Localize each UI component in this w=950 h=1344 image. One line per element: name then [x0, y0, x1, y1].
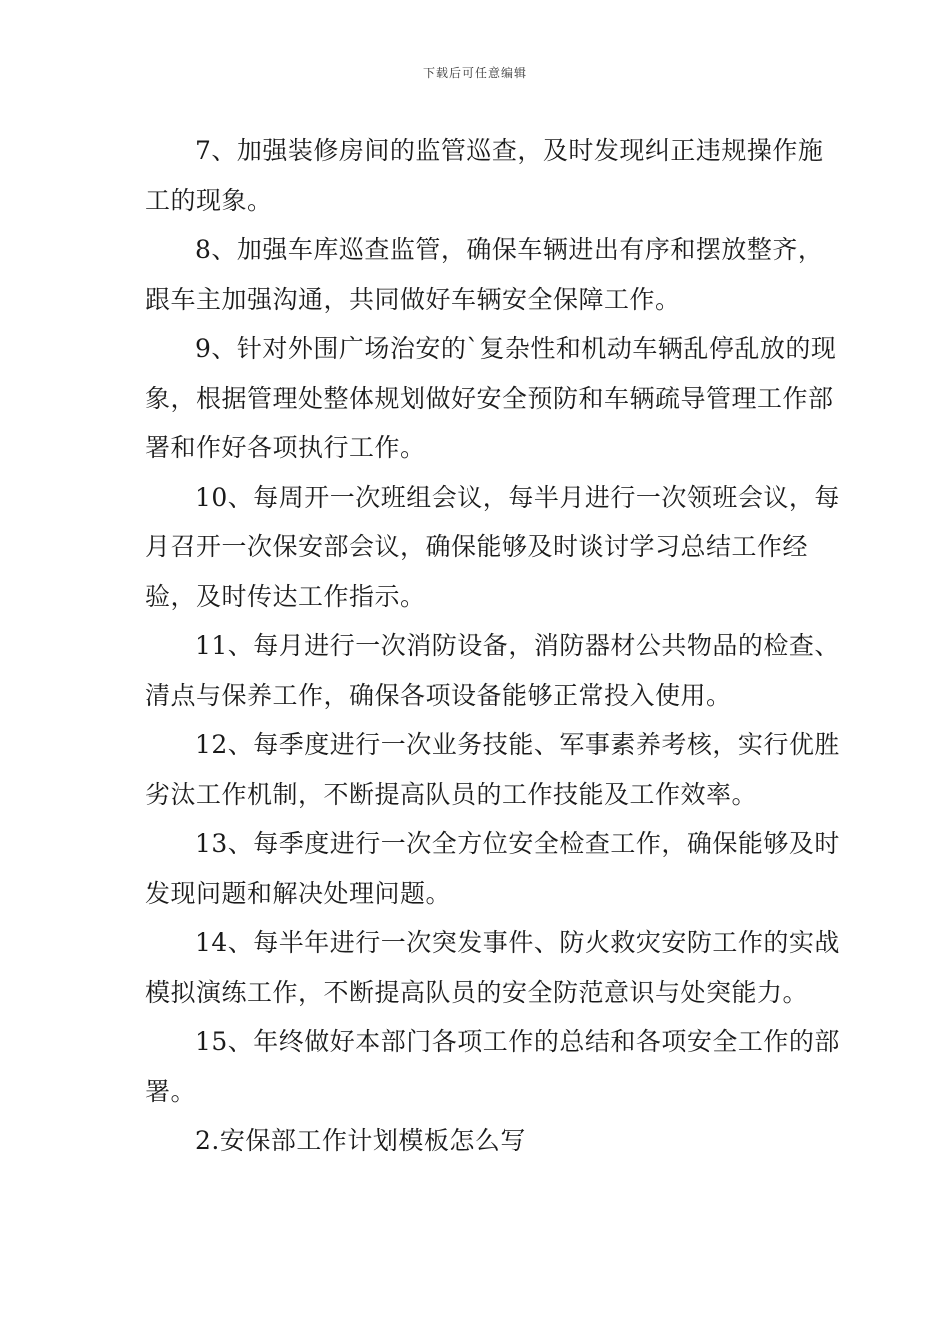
paragraph-item-7: 7、加强装修房间的监管巡查，及时发现纠正违规操作施工的现象。 [145, 136, 824, 215]
section-heading: 2.安保部工作计划模板怎么写 [195, 1126, 526, 1155]
paragraph-item-8: 8、加强车库巡查监管，确保车辆进出有序和摆放整齐，跟车主加强沟通，共同做好车辆安全保障工作。 [145, 235, 824, 314]
paragraph-item-12: 12、每季度进行一次业务技能、军事素养考核，实行优胜劣汰工作机制，不断提高队员的工作技能及工作效率。 [145, 730, 840, 809]
paragraph-item-14: 14、每半年进行一次突发事件、防火救灾安防工作的实战模拟演练工作，不断提高队员的安全防范意识与处突能力。 [145, 928, 840, 1007]
paragraph-item-11: 11、每月进行一次消防设备，消防器材公共物品的检查、清点与保养工作，确保各项设备能够正常投入使用。 [145, 631, 840, 710]
paragraph-item-13: 13、每季度进行一次全方位安全检查工作，确保能够及时发现问题和解决处理问题。 [145, 829, 840, 908]
page-header-note: 下载后可任意编辑 [422, 66, 527, 80]
paragraph-item-15: 15、年终做好本部门各项工作的总结和各项安全工作的部署。 [145, 1027, 840, 1106]
paragraph-item-10: 10、每周开一次班组会议，每半月进行一次领班会议，每月召开一次保安部会议，确保能够及时谈讨学习总结工作经验，及时传达工作指示。 [145, 482, 840, 611]
document-body [145, 126, 845, 1166]
paragraph-item-9: 9、针对外围广场治安的`复杂性和机动车辆乱停乱放的现象，根据管理处整体规划做好安全预防和车辆疏导管理工作部署和作好各项执行工作。 [145, 334, 837, 462]
